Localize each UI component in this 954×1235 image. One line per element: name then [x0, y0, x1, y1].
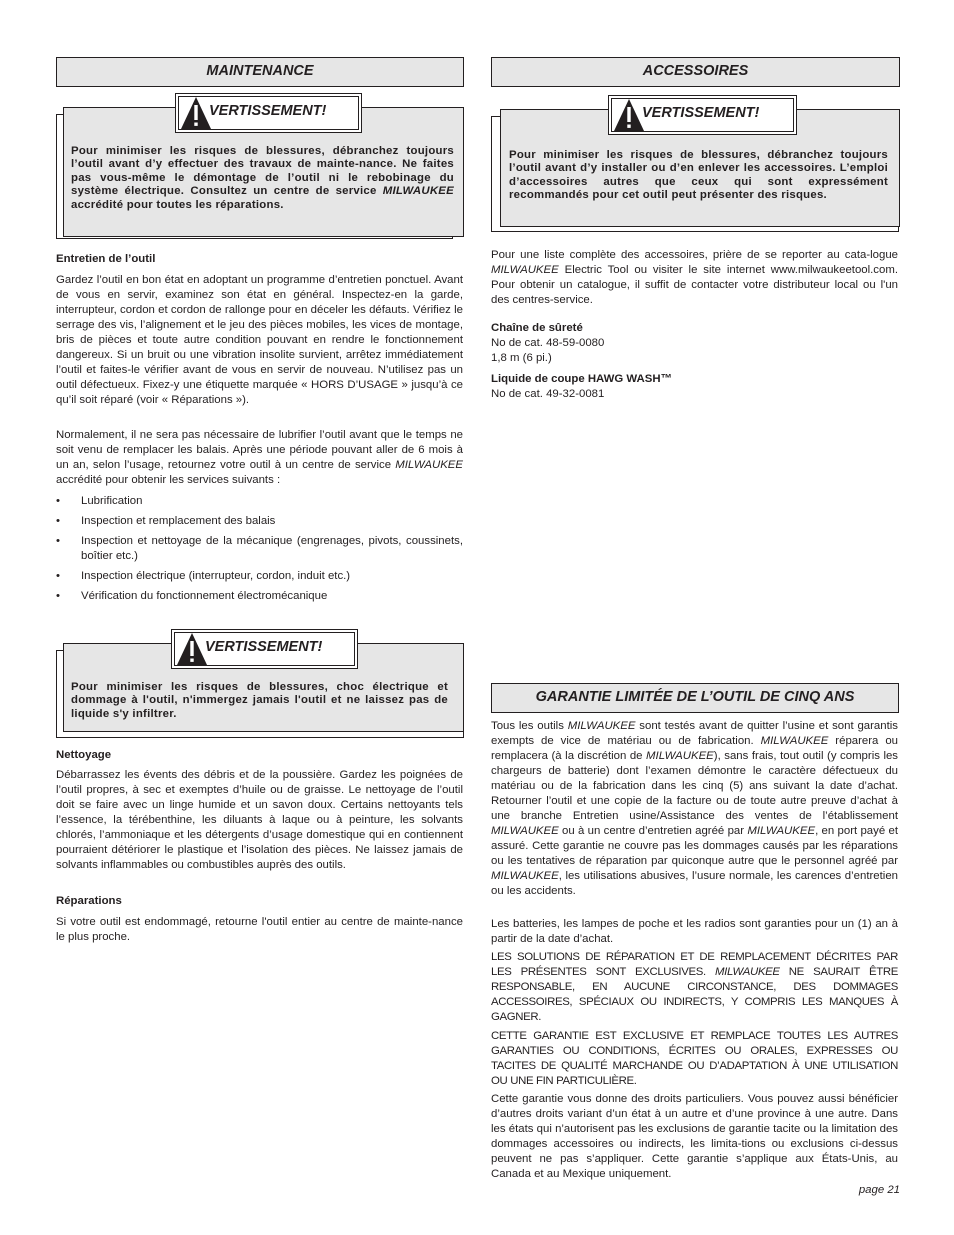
- immersion-warning-box: [56, 628, 466, 740]
- repairs-paragraph: Si votre outil est endommagé, retourne l'outil entier au centre de mainte-nance le plus proche.: [56, 916, 463, 943]
- list-item: • Inspection et nettoyage de la mécanique (engrenages, pivots, coussinets, boîtier etc.): [56, 535, 463, 562]
- accessories-header: ACCESSOIRES: [491, 57, 900, 87]
- warranty-paragraph-3: LES SOLUTIONS DE RÉPARATION ET DE REMPLACEMENT DÉCRITES PAR LES PRÉSENTES SONT EXCLUSIVES. MILWAUKEE NE SAURAIT ÊTRE RESPONSABLE, EN AUCUNE CIRCONSTANCE, DES DOMMAGES ACCESSOIRES, SPÉCIAUX OU INDIRECTS, Y COMPRIS LES MANQUES À GAGNER.: [491, 951, 898, 1023]
- brand-name: MILWAUKEE: [491, 264, 559, 276]
- chain-length: 1,8 m (6 pi.): [491, 352, 552, 364]
- list-item: • Inspection et remplacement des balais: [56, 515, 276, 527]
- warning-text: Pour minimiser les risques de blessures, débranchez toujours l’outil avant d’y installer ou d’en enlever les accessoires. L’emploi d’accessoires autres que ceux qui sont expressément recommandés pour cet outil peut présenter des risques.: [509, 149, 888, 202]
- maintenance-header: MAINTENANCE: [56, 57, 464, 87]
- fluid-cat-number: No de cat. 49-32-0081: [491, 388, 605, 400]
- warning-label: VERTISSEMENT!: [209, 103, 327, 119]
- warranty-header: GARANTIE LIMITÉE DE L’OUTIL DE CINQ ANS: [491, 683, 899, 713]
- care-title: Entretien de l’outil: [56, 253, 156, 265]
- cleaning-paragraph: Débarrassez les évents des débris et de la poussière. Gardez les poignées de l’outil propres, à sec et exemptes d’huile ou de graisse. Le nettoyage de l’outil doit se faire avec un linge humide et un savon doux. Certains nettoyants tels l’essence, la térébenthine, les diluants à laque ou à peinture, les solvants chlorés, l’ammoniaque et les détergents d’usage domestique qui en contiennent pourraient détériorer le plastique et l’isolation des pièces. Ne laissez jamais de solvants inflammables ou combustibles auprès des outils.: [56, 769, 463, 871]
- cleaning-title: Nettoyage: [56, 749, 112, 761]
- chain-cat-number: No de cat. 48-59-0080: [491, 337, 605, 349]
- list-item: • Vérification du fonctionnement électromécanique: [56, 590, 328, 602]
- service-list: [56, 494, 463, 604]
- list-item: • Lubrification: [56, 495, 143, 507]
- warranty-paragraph-1: Tous les outils MILWAUKEE sont testés avant de quitter l’usine et sont garantis exempts de vice de matériau ou de fabrication. MILWAUKEE réparera ou remplacera (à la discrétion de MILWAUKEE), sans frais, tout outil (y compris les chargeurs de batterie) dont l’examen démontre le caractère défectueux du matériau ou de la fabrication dans les cinq (5) ans suivant la date d’achat. Retourner l’outil et une copie de la facture ou de toute autre preuve d’achat à une branche Entretien usine/Assistance des ventes de l’établissement MILWAUKEE ou à un centre d’entretien agréé par MILWAUKEE, en port payé et assuré. Cette garantie ne couvre pas les dommages causés par les réparations ou les tentatives de réparation par quiconque autre que le personnel agréé par MILWAUKEE, les utilisations abusives, l’usure normale, les carences d’entretien ou les accidents.: [491, 720, 899, 897]
- warning-triangle-icon: [613, 98, 645, 132]
- list-item: • Inspection électrique (interrupteur, cordon, induit etc.): [56, 570, 351, 582]
- care-paragraph-2: Normalement, il ne sera pas nécessaire de lubrifier l’outil avant que le temps ne soit venu de remplacer les balais. Après une période pouvant aller de 6 mois à un an, selon l’usage, retournez votre outil à un centre de service MILWAUKEE accrédité pour obtenir les services suivants :: [56, 429, 463, 486]
- warning-triangle-icon: [176, 632, 208, 666]
- brand-name: MILWAUKEE: [382, 185, 454, 198]
- warning-triangle-icon: [180, 96, 212, 130]
- accessories-warning-box: [491, 94, 901, 242]
- warning-label: VERTISSEMENT!: [642, 105, 760, 121]
- warning-label: VERTISSEMENT!: [205, 639, 323, 655]
- page-number: page 21: [858, 1184, 900, 1196]
- warning-text: Pour minimiser les risques de blessures, choc électrique et dommage à l'outil, n'immergez jamais l'outil et ne laissez pas de liquide s'y infiltrer.: [71, 681, 448, 720]
- maintenance-warning-box: [56, 92, 466, 250]
- warranty-paragraph-2: Les batteries, les lampes de poche et les radios sont garanties pour un (1) an à partir de la date d’achat.: [491, 918, 898, 945]
- fluid-title: Liquide de coupe HAWG WASH™: [491, 373, 672, 385]
- brand-name: MILWAUKEE: [395, 459, 463, 471]
- accessories-intro: Pour une liste complète des accessoires, prière de se reporter au cata-logue MILWAUKEE Electric Tool ou visiter le site internet www.milwaukeetool.com. Pour obtenir un catalogue, il suffit de contacter votre distributeur local ou l'un des centres-service.: [491, 249, 898, 306]
- repairs-title: Réparations: [56, 895, 122, 907]
- chain-title: Chaîne de sûreté: [491, 322, 583, 334]
- warranty-paragraph-5: Cette garantie vous donne des droits particuliers. Vous pouvez aussi bénéficier d’autres droits variant d’un état à un autre et d’une province à une autre. Dans les états qui n’autorisent pas les exclusions de garantie tacite ou la limitation des dommages accessoires ou indirects, les limita-tions ou exclusions ci-dessus peuvent ne pas s’appliquer. Cette garantie s’applique aux États-Unis, au Canada et au Mexique uniquement.: [491, 1093, 898, 1180]
- warranty-paragraph-4: CETTE GARANTIE EST EXCLUSIVE ET REMPLACE TOUTES LES AUTRES GARANTIES OU CONDITIONS, ÉCRITES OU ORALES, EXPRESSES OU TACITES DE QUALITÉ MARCHANDE OU D’ADAPTATION À UNE UTILISATION OU UNE FIN PARTICULIÈRE.: [491, 1030, 898, 1087]
- warning-text: Pour minimiser les risques de blessures, débranchez toujours l’outil avant d’y effectuer des travaux de mainte-nance. Ne faites pas vous-même le démontage de l’outil ni le rebobinage du système électrique. Consultez un centre de service MILWAUKEE accrédité pour toutes les réparations.: [71, 145, 454, 211]
- care-paragraph-1: Gardez l’outil en bon état en adoptant un programme d’entretien ponctuel. Avant de vous en servir, examinez son état en général. Inspectez-en la garde, interrupteur, cordon et cordon de rallonge pour en déceler les défauts. Vérifiez le serrage des vis, l’alignement et le jeu des pièces mobiles, les vices de montage, bris de pièces et toute autre condition pouvant en rendre le fonctionnement dangereux. Si un bruit ou une vibration insolite survient, arrêtez immédiatement l’outil et faites-le vérifier avant de vous en servir de nouveau. N’utilisez pas un outil défectueux. Fixez-y une étiquette marquée « HORS D’USAGE » jusqu’à ce qu’il soit réparé (voir « Réparations »).: [56, 274, 463, 406]
